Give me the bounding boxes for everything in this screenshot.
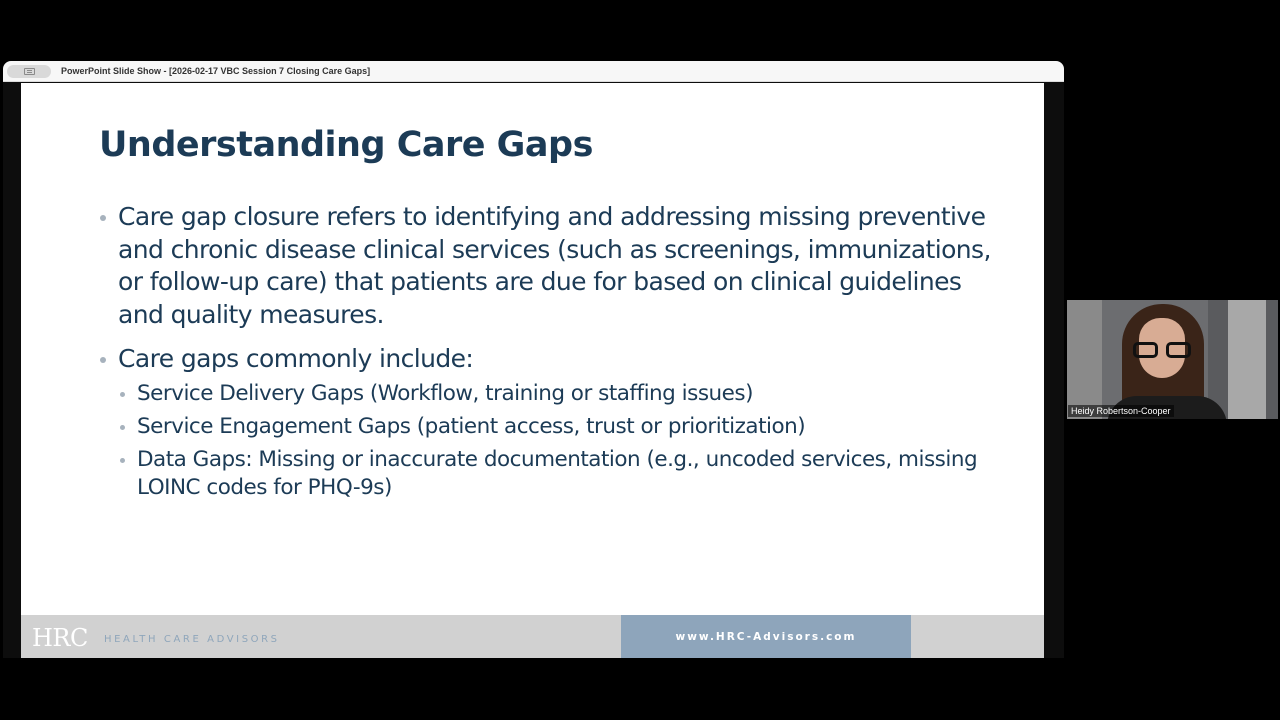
hrc-logo: HRC bbox=[32, 624, 88, 652]
participant-glasses bbox=[1133, 342, 1191, 358]
slideshow-icon bbox=[24, 68, 35, 75]
sub-bullet-item: Service Engagement Gaps (patient access, trust or prioritization) bbox=[99, 413, 999, 441]
participant-video-tile[interactable] bbox=[1067, 300, 1278, 419]
window-titlebar[interactable] bbox=[3, 61, 1064, 82]
footer-tagline: HEALTH CARE ADVISORS bbox=[104, 634, 280, 645]
footer-url: www.HRC-Advisors.com bbox=[675, 630, 857, 643]
bullet-item: Care gap closure refers to identifying and addressing missing preventive and chronic disease clinical services (such as screenings, immunizations, or follow-up care) that patients are due for based on clinical guidelines and quality measures. bbox=[99, 201, 999, 331]
slideshow-window bbox=[3, 61, 1064, 658]
bullet-list bbox=[99, 201, 999, 507]
slide-canvas[interactable] bbox=[21, 83, 1044, 658]
participant-name-label: Heidy Robertson-Cooper bbox=[1068, 405, 1174, 417]
window-title: PowerPoint Slide Show - [2026-02-17 VBC Session 7 Closing Care Gaps] bbox=[61, 66, 371, 76]
slide-title: Understanding Care Gaps bbox=[99, 125, 593, 165]
footer-url-box bbox=[621, 615, 911, 658]
window-control-pill[interactable] bbox=[7, 65, 51, 78]
slide-footer bbox=[21, 615, 1044, 658]
bullet-item bbox=[99, 343, 999, 376]
sub-bullet-item: Service Delivery Gaps (Workflow, training or staffing issues) bbox=[99, 380, 999, 408]
sub-bullet-list bbox=[99, 380, 999, 502]
bullet-text: Care gaps commonly include: bbox=[118, 344, 474, 373]
sub-bullet-item: Data Gaps: Missing or inaccurate documentation (e.g., uncoded services, missing LOINC codes for PHQ-9s) bbox=[99, 446, 999, 502]
